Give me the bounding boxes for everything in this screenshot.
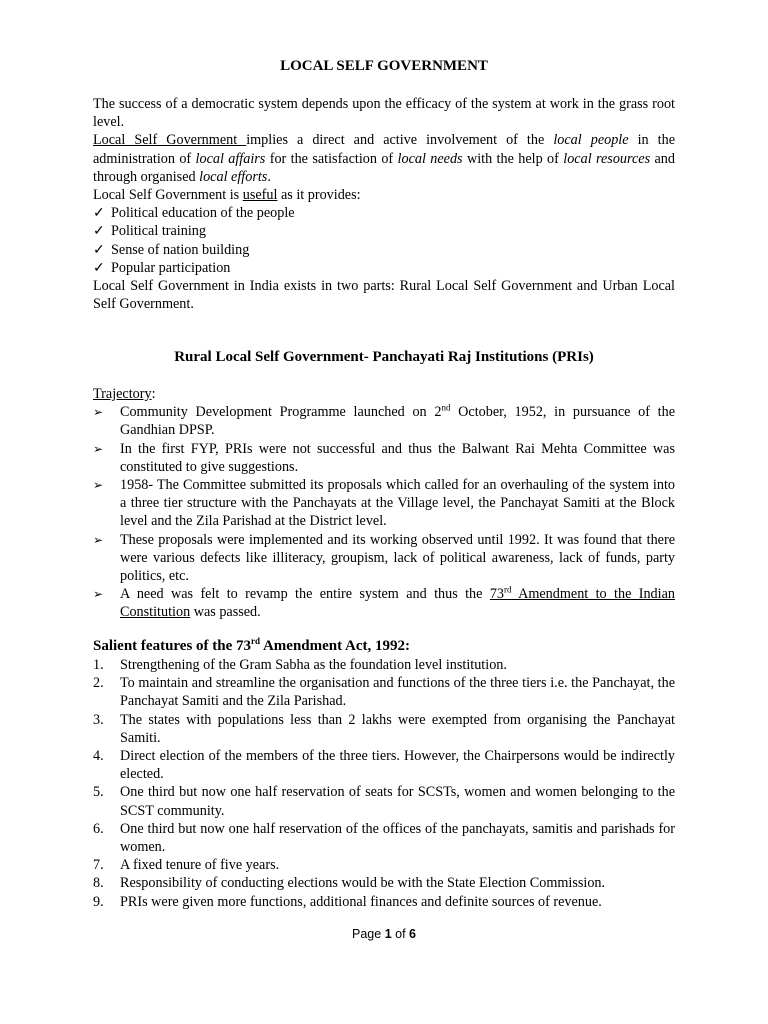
text-run: These proposals were implemented and its working observed until 1992. It was found that there were various defects like illiteracy, groupism, lack of political awareness, lack of funds, party politics, etc. xyxy=(120,531,675,585)
text-run: was passed. xyxy=(190,604,261,621)
list-item xyxy=(93,820,675,856)
text-run: In the first FYP, PRIs were not successful and thus the Balwant Rai Mehta Committee was constituted to give suggestions. xyxy=(120,440,675,475)
list-number: 1. xyxy=(93,657,104,673)
list-item-text: PRIs were given more functions, additional finances and definite sources of revenue. xyxy=(120,893,602,910)
list-item-text: The states with populations less than 2 lakhs were exempted from organising the Panchayat Samiti. xyxy=(120,711,675,746)
trajectory-item xyxy=(93,440,675,476)
trajectory-item xyxy=(93,585,675,621)
section-heading-salient xyxy=(93,637,675,655)
list-item-text: Strengthening of the Gram Sabha as the foundation level institution. xyxy=(120,657,507,673)
list-item-text: One third but now one half reservation of seats for SCSTs, women and women belonging to the SCST community. xyxy=(120,784,675,819)
list-number: 7. xyxy=(93,857,104,874)
text-run: and through organised xyxy=(93,150,675,185)
list-item-text: Direct election of the members of the three tiers. However, the Chairpersons would be indirectly elected. xyxy=(120,748,675,783)
trajectory-label-text: Trajectory xyxy=(93,386,152,402)
text-run: October, 1952, in pursuance of the Gandhian DPSP. xyxy=(120,404,675,439)
italic-local-affairs: local affairs xyxy=(195,150,266,167)
checklist-text: Popular participation xyxy=(111,259,231,276)
intro-paragraph-1: The success of a democratic system depends upon the efficacy of the system at work in the grass root level. xyxy=(93,96,675,131)
text-run: Community Development Programme launched on 2 xyxy=(120,404,442,421)
intro-paragraph-4: Local Self Government in India exists in two parts: Rural Local Self Government and Urban Local Self Government. xyxy=(93,278,675,313)
arrow-bullet-icon: ➢ xyxy=(93,478,104,493)
text-run: for the satisfaction of xyxy=(265,150,398,167)
salient-features-list xyxy=(93,656,675,911)
checklist-item xyxy=(93,241,675,259)
page-current: 1 xyxy=(384,927,392,941)
list-item xyxy=(93,711,675,747)
list-item xyxy=(93,856,675,874)
list-number: 3. xyxy=(93,711,104,728)
trajectory-item xyxy=(93,476,675,531)
text-run: : xyxy=(151,386,156,402)
trajectory-item xyxy=(93,403,675,439)
list-number: 6. xyxy=(93,820,104,837)
list-item-text: Responsibility of conducting elections would be with the State Election Commission. xyxy=(120,875,606,892)
underlined-useful: useful xyxy=(242,187,278,204)
checklist-text: Political education of the people xyxy=(111,205,295,222)
checklist-item xyxy=(93,204,675,222)
checklist-item xyxy=(93,259,675,277)
list-number: 2. xyxy=(93,675,104,692)
list-item xyxy=(93,747,675,783)
list-item xyxy=(93,674,675,710)
text-run: A need was felt to revamp the entire system and thus the xyxy=(120,586,490,603)
checkmark-icon: ✓ xyxy=(93,241,105,258)
italic-local-people: local people xyxy=(553,132,629,149)
text-run: 73 xyxy=(489,586,505,603)
intro-paragraph-3 xyxy=(93,186,675,204)
superscript: nd xyxy=(441,402,451,413)
list-item-text: A fixed tenure of five years. xyxy=(120,857,280,874)
section-heading-rural: Rural Local Self Government- Panchayati Raj Institutions (PRIs) xyxy=(174,349,594,365)
superscript: rd xyxy=(251,636,261,646)
list-item xyxy=(93,783,675,819)
text-run: Page xyxy=(352,927,385,941)
arrow-bullet-icon: ➢ xyxy=(93,405,104,420)
arrow-bullet-icon: ➢ xyxy=(93,532,104,547)
list-number: 5. xyxy=(93,784,104,801)
italic-local-resources: local resources xyxy=(563,150,651,167)
text-run: of xyxy=(391,927,410,941)
list-number: 4. xyxy=(93,748,104,765)
list-item-text: To maintain and streamline the organisation and functions of the three tiers i.e. the Panchayat, the Panchayat Samiti and the Zila Parishad. xyxy=(120,675,675,710)
checklist-text: Political training xyxy=(111,223,206,240)
checkmark-icon: ✓ xyxy=(93,259,105,276)
intro-paragraph-2 xyxy=(93,131,675,186)
term-local-self-government: Local Self Government xyxy=(93,132,247,149)
list-item xyxy=(93,656,675,674)
checklist-item xyxy=(93,222,675,240)
text-run: . xyxy=(267,168,271,185)
intro-section xyxy=(93,95,675,313)
list-item-text: One third but now one half reservation of the offices of the panchayats, samitis and parishads for women. xyxy=(120,820,675,856)
italic-local-efforts: local efforts xyxy=(199,168,268,185)
text-run: 1958- The Committee submitted its proposals which called for an overhauling of the system into a three tier structure with the Panchayats at the Village level, the Panchayat Samiti at the Block level and the Zila Parishad at the District level. xyxy=(120,477,675,530)
arrow-bullet-icon: ➢ xyxy=(93,587,104,602)
trajectory-section xyxy=(93,385,675,622)
text-run: Amendment Act, 1992: xyxy=(260,638,411,654)
text-run: Salient features of the 73 xyxy=(93,638,252,654)
text-run: as it provides: xyxy=(277,187,361,204)
trajectory-label xyxy=(93,385,675,403)
page-footer xyxy=(0,927,768,941)
text-run: Local Self Government is xyxy=(93,187,243,204)
checklist-text: Sense of nation building xyxy=(111,241,250,258)
page-total: 6 xyxy=(409,927,416,941)
list-item xyxy=(93,893,675,911)
italic-local-needs: local needs xyxy=(397,150,463,167)
page-title: LOCAL SELF GOVERNMENT xyxy=(280,58,488,74)
text-run: Amendment to the Indian Constitution xyxy=(120,586,675,621)
list-number: 8. xyxy=(93,875,104,892)
checkmark-icon: ✓ xyxy=(93,223,105,240)
list-item xyxy=(93,874,675,892)
trajectory-item xyxy=(93,531,675,586)
text-run: with the help of xyxy=(462,150,564,167)
text-run: in the administration of xyxy=(93,132,675,167)
checkmark-icon: ✓ xyxy=(93,205,105,222)
list-number: 9. xyxy=(93,893,104,910)
superscript: rd xyxy=(504,584,512,595)
arrow-bullet-icon: ➢ xyxy=(93,441,104,456)
text-run: implies a direct and active involvement of the xyxy=(246,132,554,149)
